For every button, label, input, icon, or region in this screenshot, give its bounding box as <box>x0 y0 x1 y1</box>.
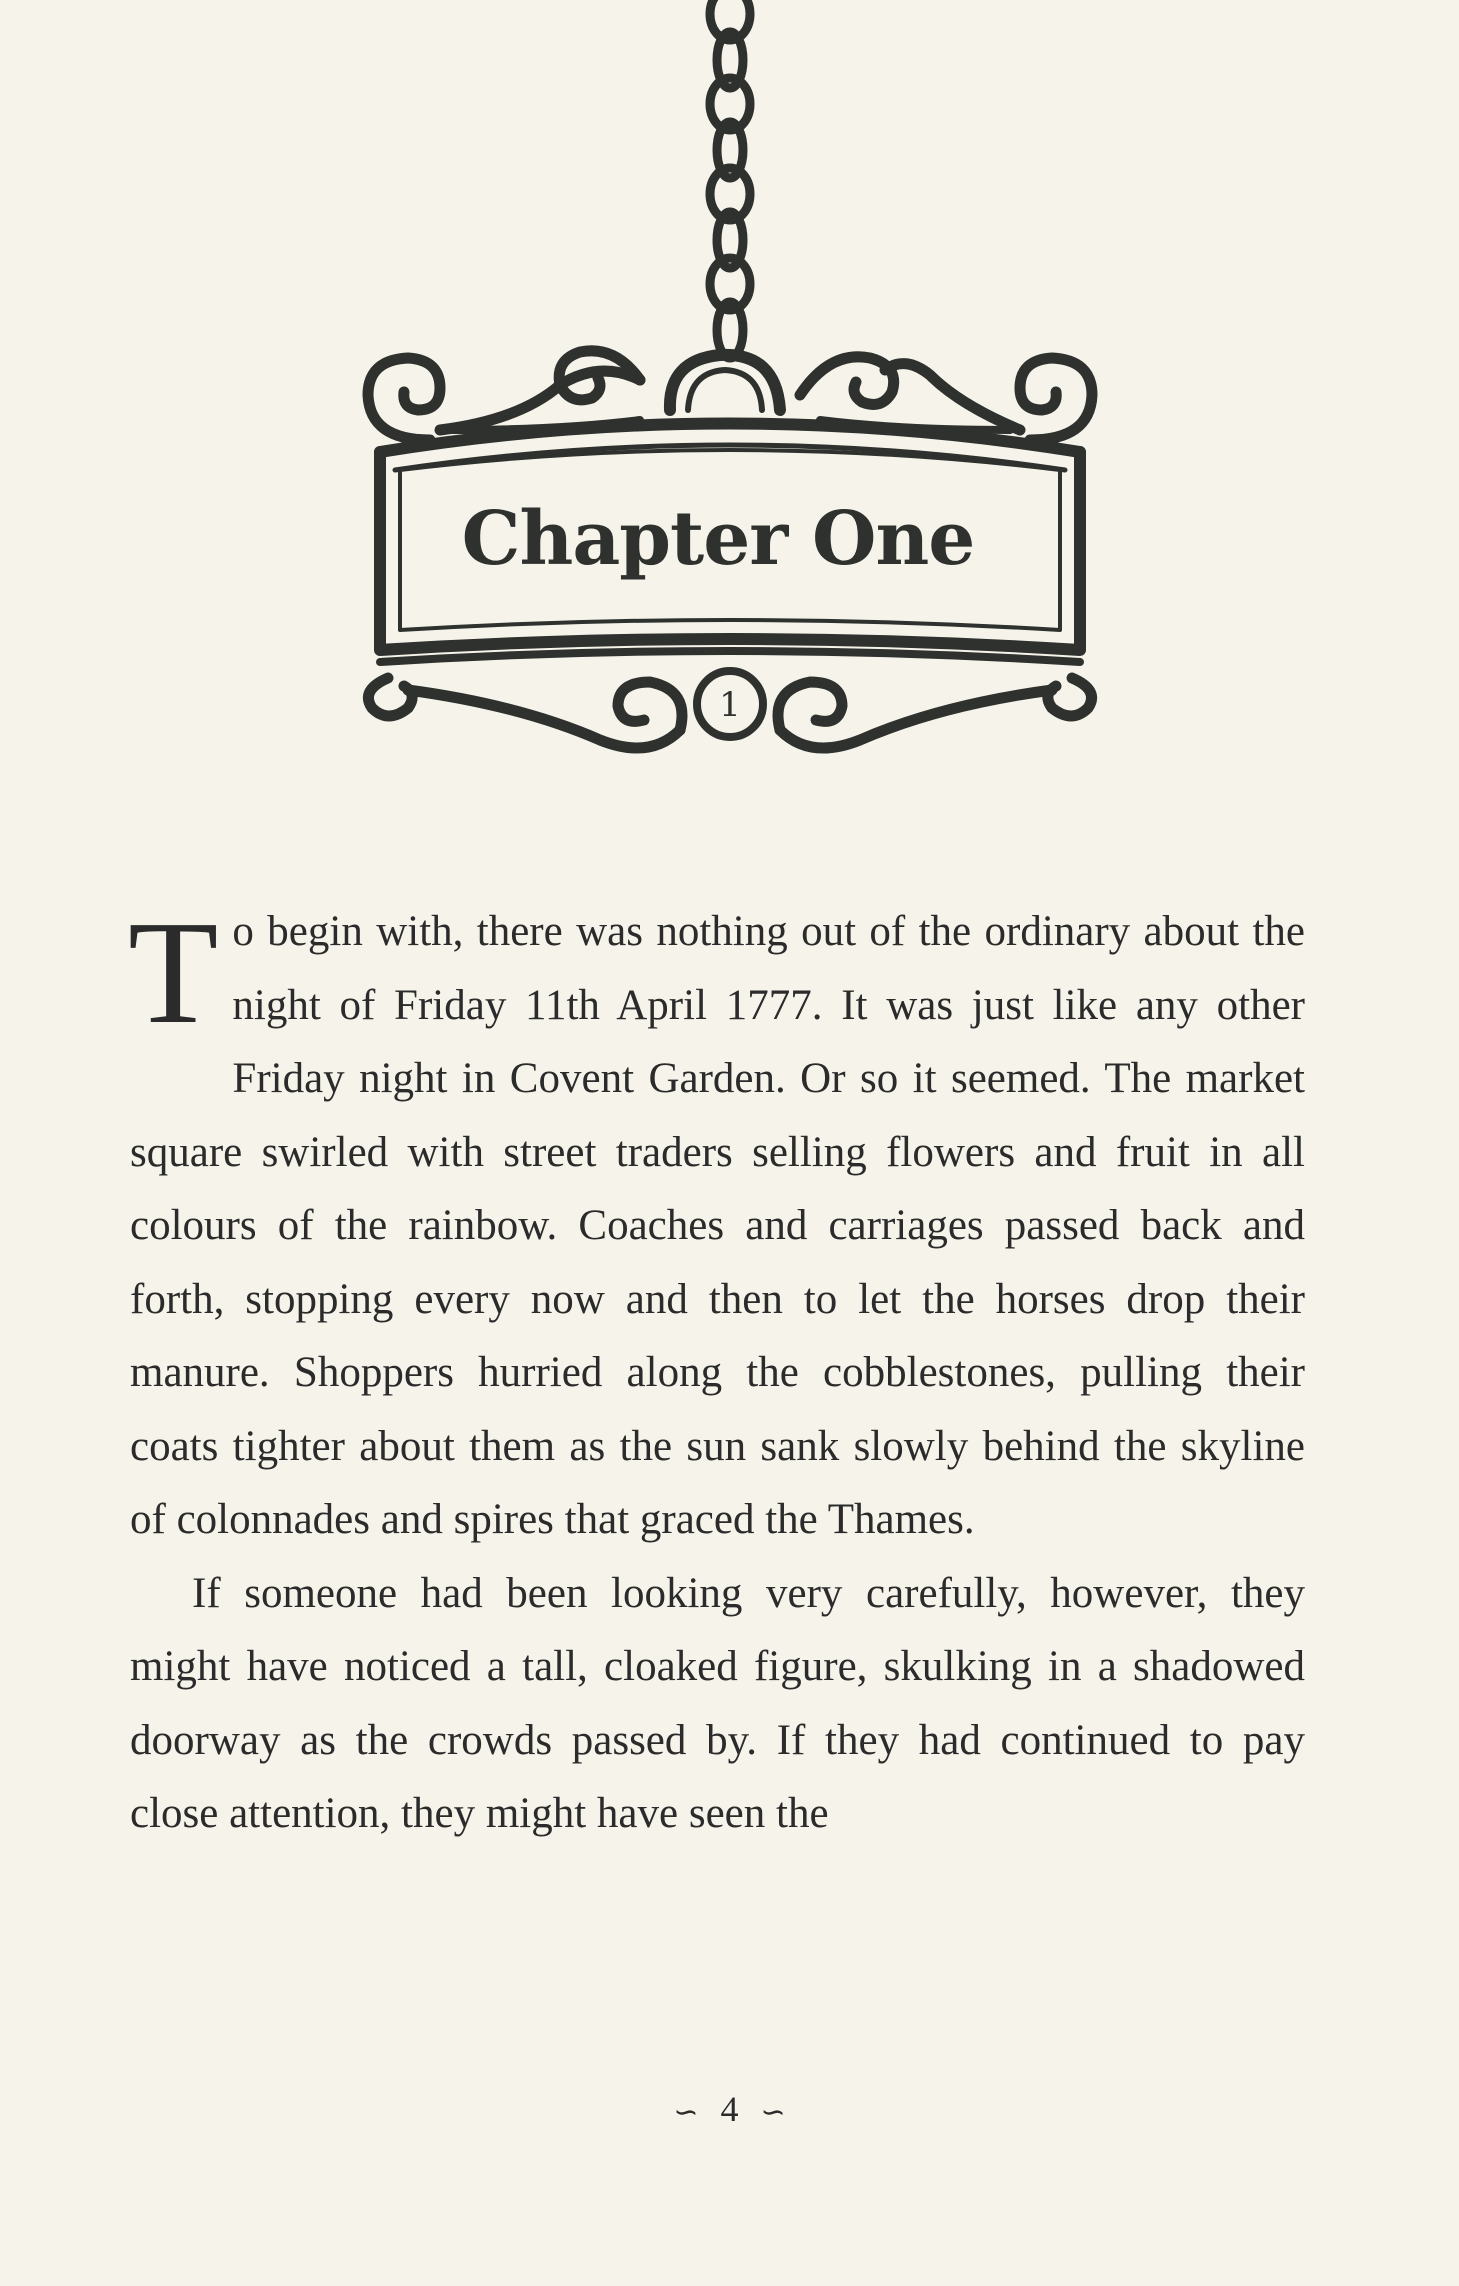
drop-cap: T <box>128 891 219 1055</box>
paragraph-1-text: o begin with, there was nothing out of the ordinary about the night of Friday 11th April 1777. It was just like any other Friday night in Covent Garden. Or so it seemed. The market square swirled with street traders selling flowers and fruit in all colours of the rainbow. Coaches and carriages passed back and forth, stopping every now and then to let the horses drop their manure. Shoppers hurried along the cobblestones, pulling their coats tighter about them as the sun sank slowly behind the skyline of colonnades and spires that graced the Thames. <box>130 908 1305 1543</box>
chapter-number: 1 <box>719 685 741 725</box>
hanging-sign-ornament <box>0 0 1459 780</box>
chapter-title: Chapter One <box>461 496 975 582</box>
page-number: 4 <box>720 2089 739 2129</box>
paragraph-2: If someone had been looking very carefully, however, they might have noticed a tall, cloaked figure, skulking in a shadowed doorway as the crowds passed by. If they had continued to pay close attention, they might have seen the <box>130 1569 1305 1837</box>
page-footer <box>0 2088 1459 2130</box>
chain-icon <box>670 0 780 410</box>
chapter-text <box>128 891 1305 1851</box>
right-swash-icon: ∽ <box>760 2096 786 2130</box>
paragraph-1 <box>128 891 1305 1557</box>
left-swash-icon: ∽ <box>673 2096 699 2130</box>
